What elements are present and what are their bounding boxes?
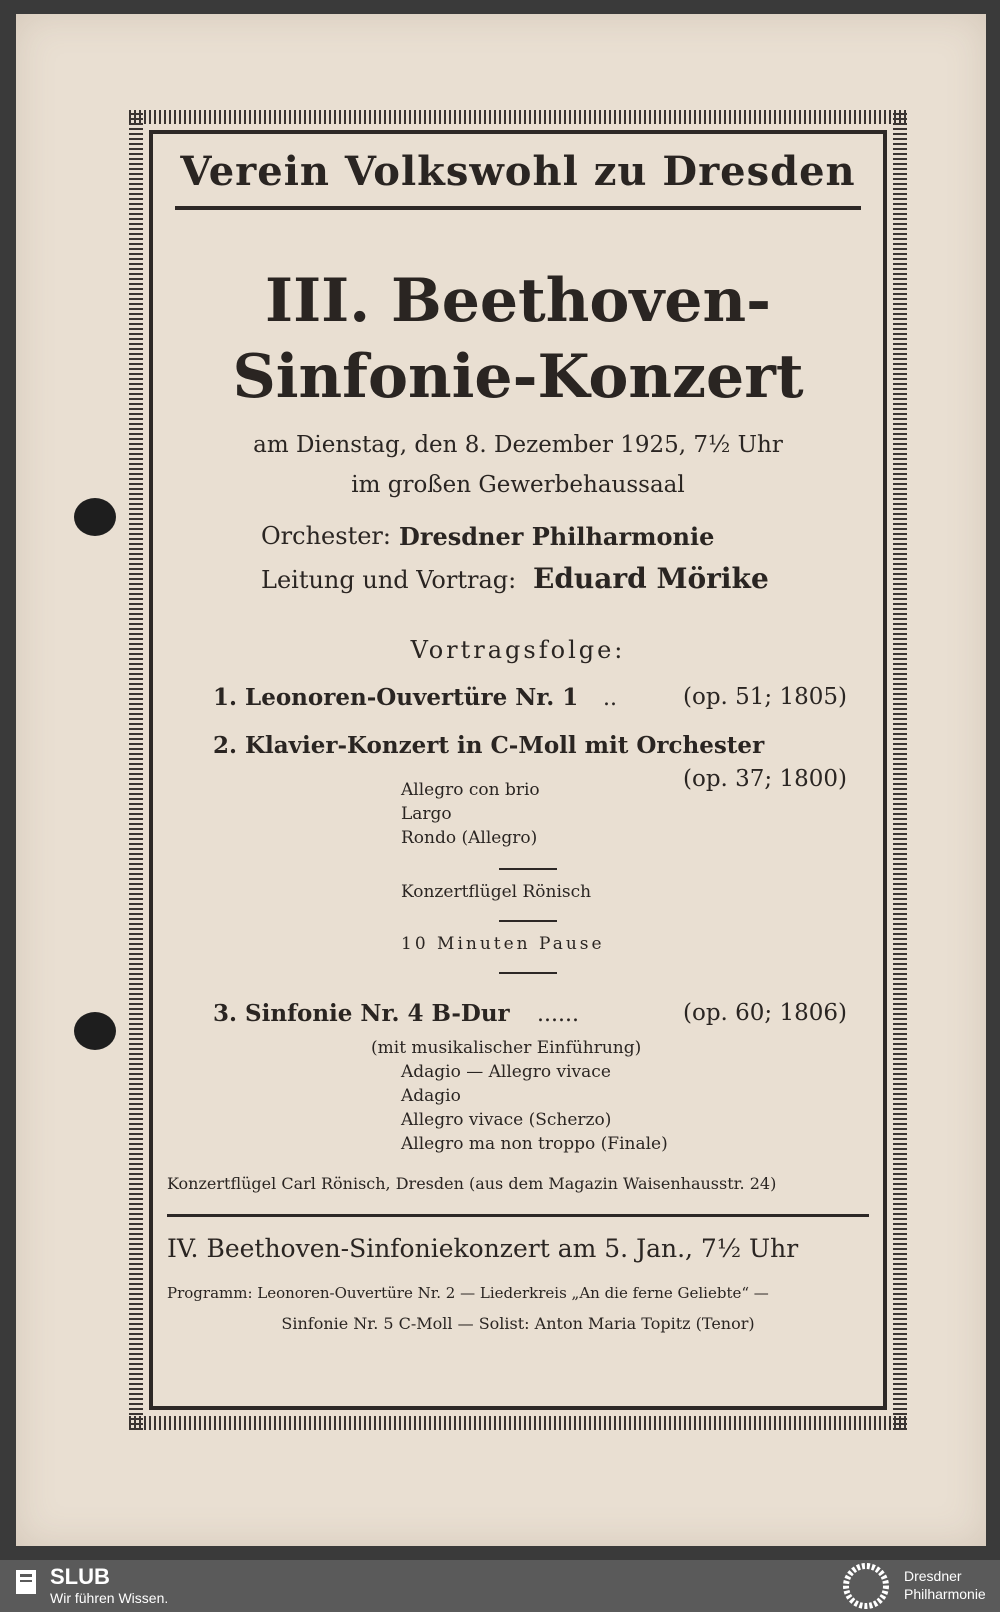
program-item-2-movement: Allegro con brio xyxy=(401,780,540,800)
program-item-3-movement: Adagio xyxy=(401,1086,461,1106)
header-rule xyxy=(175,206,861,210)
divider xyxy=(499,868,557,870)
program-item-2-opus: (op. 37; 1800) xyxy=(683,766,847,792)
program-item-1-opus: (op. 51; 1805) xyxy=(683,684,847,710)
punch-hole-top xyxy=(74,498,116,536)
program-item-1-dots: .. xyxy=(603,686,617,711)
conductor-label: Leitung und Vortrag: xyxy=(261,566,517,594)
concert-program-sheet xyxy=(16,14,986,1546)
next-concert-program-line2: Sinfonie Nr. 5 C-Moll — Solist: Anton Maria Topitz (Tenor) xyxy=(281,1314,755,1333)
program-item-2-title: 2. Klavier-Konzert in C-Moll mit Orchester xyxy=(213,732,765,759)
next-concert-program-line1: Programm: Leonoren-Ouvertüre Nr. 2 — Liederkreis „An die ferne Geliebte“ — xyxy=(167,1284,769,1302)
book-icon xyxy=(14,1568,40,1598)
program-item-3-title: 3. Sinfonie Nr. 4 B-Dur xyxy=(213,1000,510,1027)
punch-hole-bottom xyxy=(74,1012,116,1050)
divider xyxy=(499,920,557,922)
society-name: Verein Volkswohl zu Dresden xyxy=(180,148,856,195)
concert-title-line1: III. Beethoven- xyxy=(265,266,771,336)
program-item-3-opus: (op. 60; 1806) xyxy=(683,1000,847,1026)
orchestra-label: Orchester: xyxy=(261,522,391,550)
program-item-3-dots: ...... xyxy=(537,1002,579,1027)
decorative-border xyxy=(129,110,907,1430)
philharmonie-name-line2[interactable]: Philharmonie xyxy=(904,1586,986,1602)
program-item-2-movement: Largo xyxy=(401,804,452,824)
divider xyxy=(499,972,557,974)
inner-frame xyxy=(149,130,887,1410)
program-item-3-movement: Adagio — Allegro vivace xyxy=(401,1062,611,1082)
program-item-2-movement: Rondo (Allegro) xyxy=(401,828,538,848)
program-item-3-movement: Allegro ma non troppo (Finale) xyxy=(401,1134,668,1154)
orchestra-name: Dresdner Philharmonie xyxy=(399,522,715,551)
slub-tagline: Wir führen Wissen. xyxy=(50,1590,169,1606)
concert-title-line2: Sinfonie-Konzert xyxy=(232,342,804,412)
footer-bar xyxy=(0,1560,1000,1612)
event-venue: im großen Gewerbehaussaal xyxy=(351,472,685,498)
philharmonie-name-line1[interactable]: Dresdner xyxy=(904,1568,962,1584)
conductor-name: Eduard Mörike xyxy=(533,562,769,595)
intermission: 10 Minuten Pause xyxy=(401,934,605,954)
philharmonie-logo-icon xyxy=(842,1562,890,1610)
program-item-3-note: (mit musikalischer Einführung) xyxy=(371,1038,642,1058)
program-item-1-title: 1. Leonoren-Ouvertüre Nr. 1 xyxy=(213,684,579,711)
piano-supplier-note: Konzertflügel Carl Rönisch, Dresden (aus dem Magazin Waisenhausstr. 24) xyxy=(167,1174,777,1193)
program-item-3-movement: Allegro vivace (Scherzo) xyxy=(401,1110,612,1130)
program-item-2-piano: Konzertflügel Rönisch xyxy=(401,882,592,902)
section-rule xyxy=(167,1214,869,1217)
program-heading: Vortragsfolge: xyxy=(410,636,626,664)
slub-logo-text[interactable]: SLUB xyxy=(50,1564,110,1589)
event-date: am Dienstag, den 8. Dezember 1925, 7½ Uhr xyxy=(253,432,783,458)
next-concert-headline: IV. Beethoven-Sinfoniekonzert am 5. Jan., 7½ Uhr xyxy=(167,1234,799,1263)
